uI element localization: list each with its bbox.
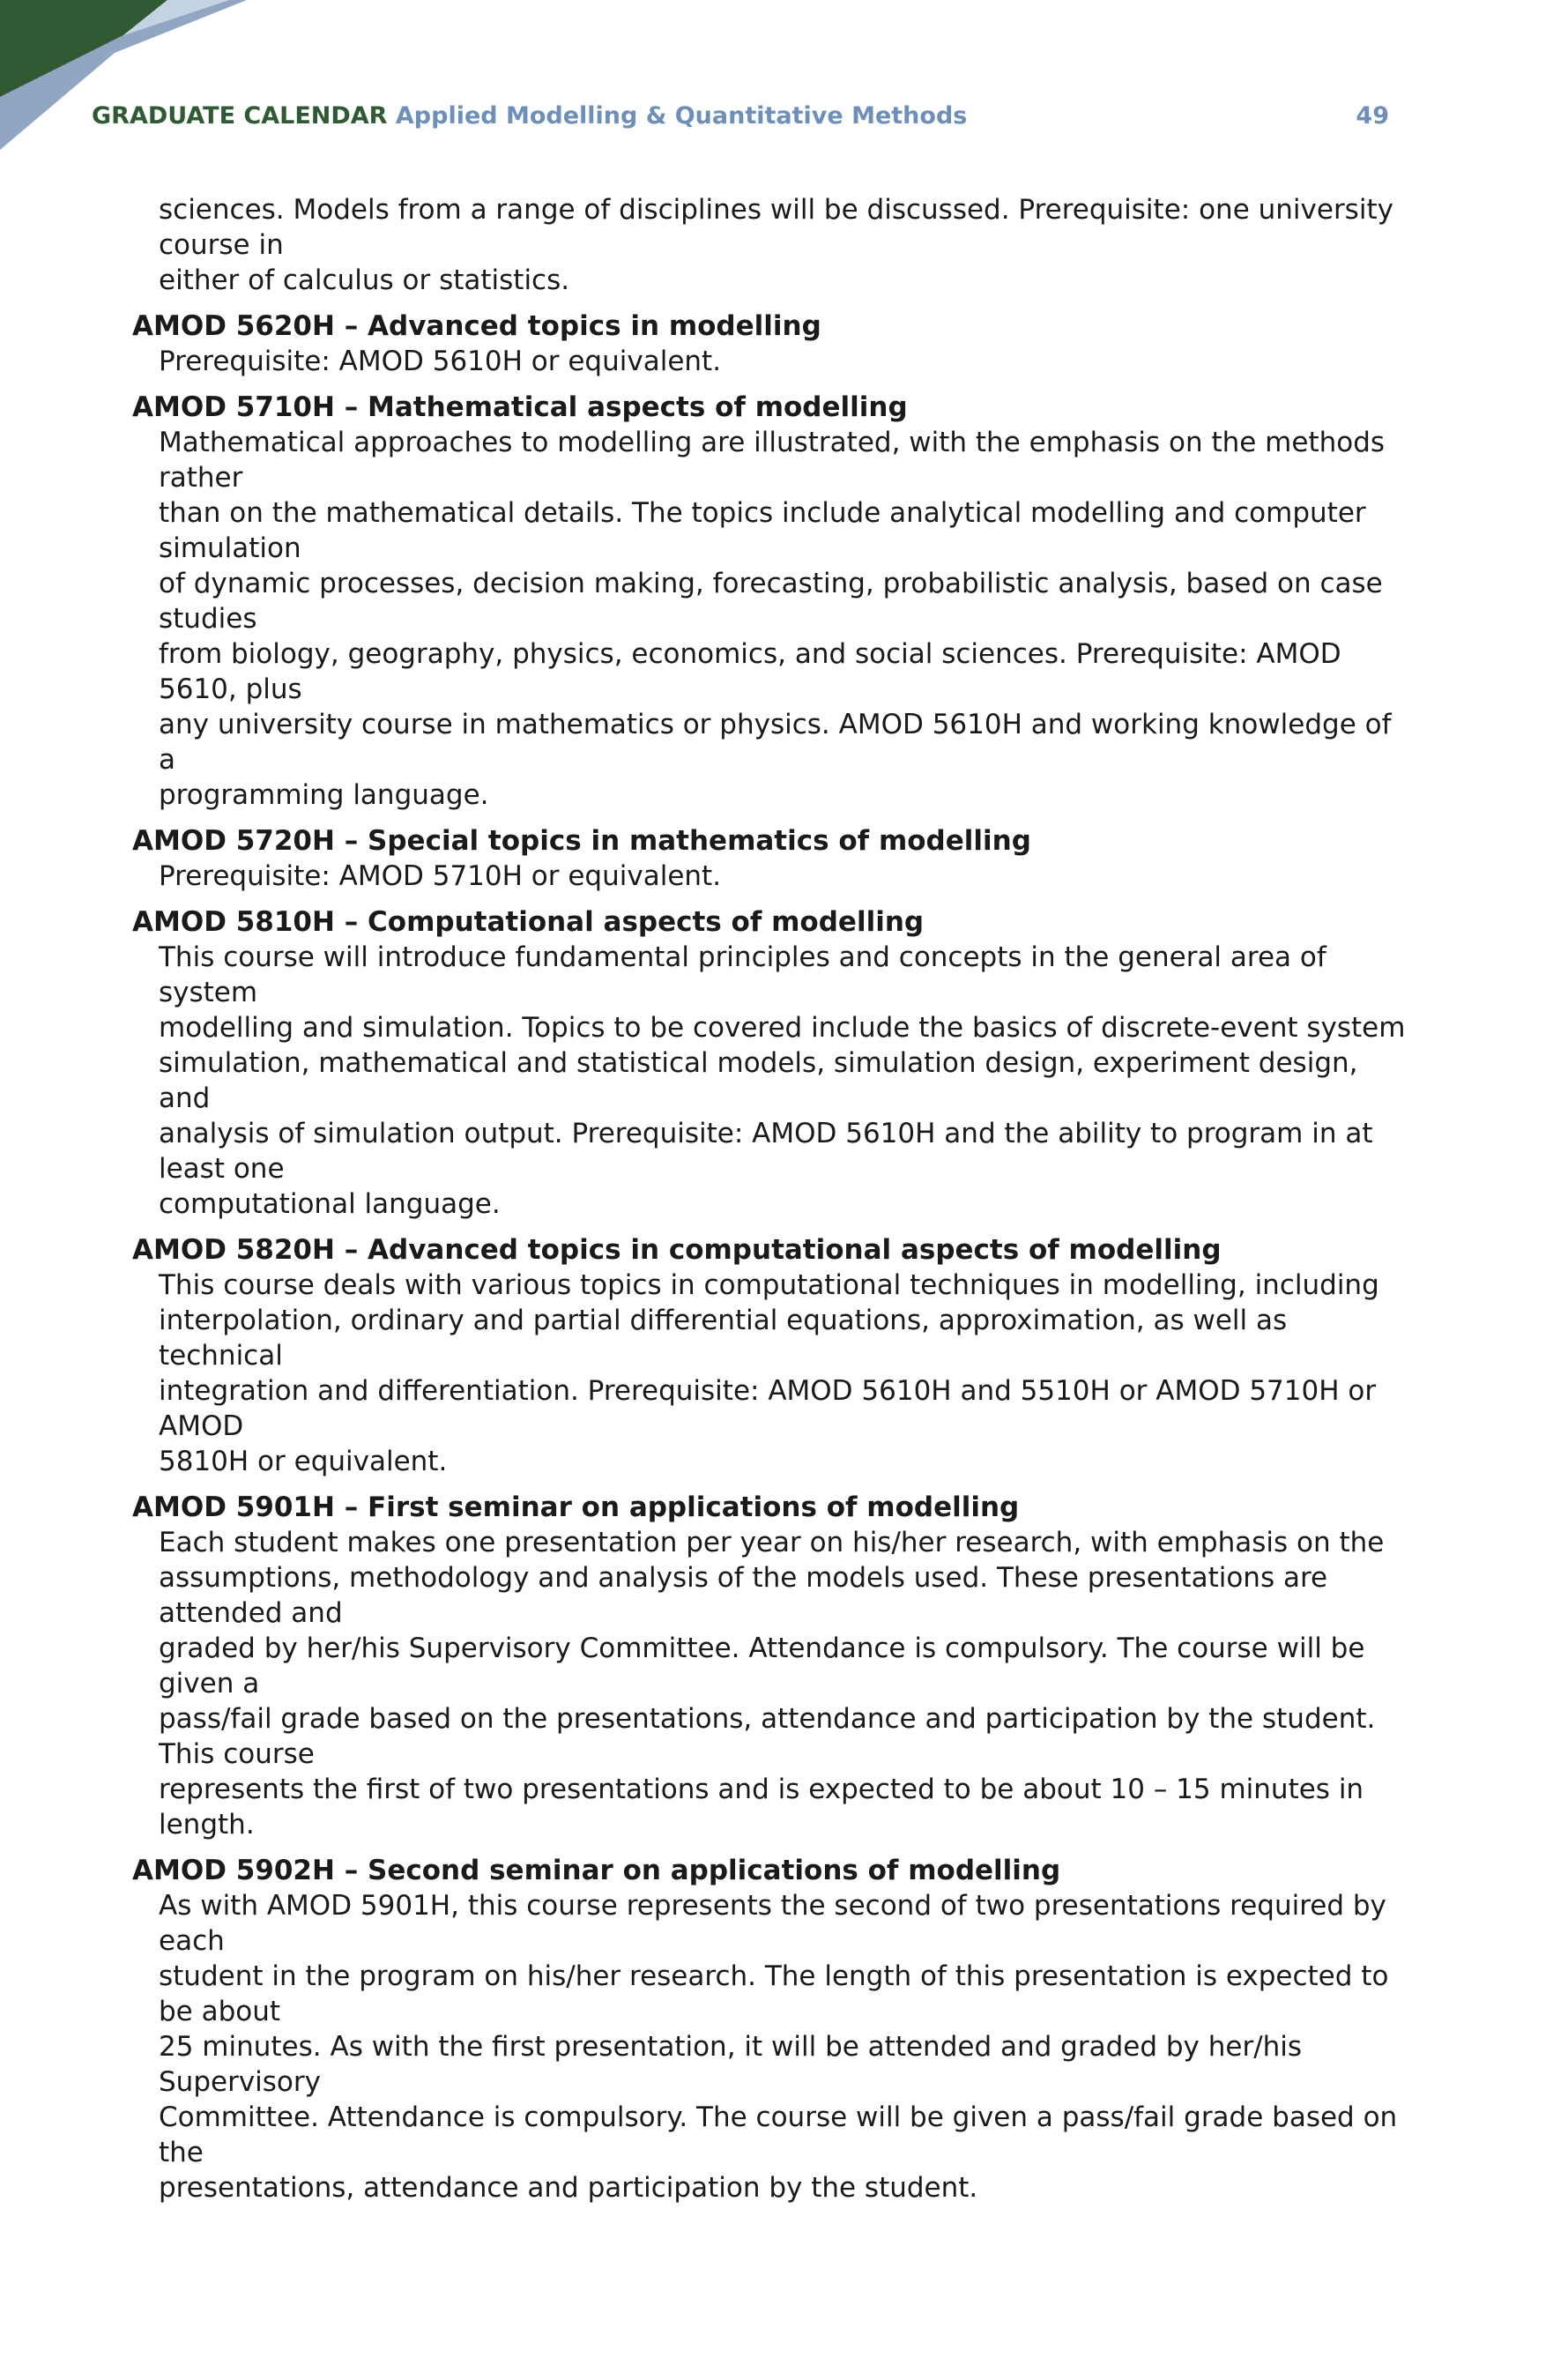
course-title: AMOD 5901H – First seminar on applications of modelling — [132, 1491, 1020, 1523]
course-entry-5710h — [132, 390, 1410, 813]
corner-green-shape — [0, 0, 167, 97]
course-title: AMOD 5810H – Computational aspects of modelling — [132, 906, 925, 938]
calendar-label: GRADUATE CALENDAR — [92, 102, 388, 130]
course-entry-5720h — [132, 823, 1410, 894]
course-entry-5620h — [132, 309, 1410, 379]
corner-decoration — [0, 0, 247, 159]
course-description: As with AMOD 5901H, this course represents the second of two presentations required by each student in the program on his/her research. The length of this presentation is expected to be about 25 minutes. As with the first presentation, it will be attended and graded by her/his Supervisory Committee. Attendance is compulsory. The course will be given a pass/fail grade based on the presentations, attendance and participation by the student. — [159, 1890, 1398, 2204]
course-title: AMOD 5902H – Second seminar on applications of modelling — [132, 1855, 1061, 1886]
course-description: This course deals with various topics in computational techniques in modelling, including interpolation, ordinary and partial differential equations, approximation, as well as technical integration and differentiation. Prerequisite: AMOD 5610H and 5510H or AMOD 5710H or AMOD 5810H or equivalent. — [159, 1269, 1379, 1477]
course-description: Prerequisite: AMOD 5710H or equivalent. — [159, 860, 722, 892]
page-header — [92, 99, 1389, 134]
course-title: AMOD 5620H – Advanced topics in modelling — [132, 310, 821, 342]
page-number: 49 — [1356, 102, 1389, 130]
course-title: AMOD 5720H – Special topics in mathematics of modelling — [132, 825, 1031, 857]
course-entry-5820h — [132, 1232, 1410, 1479]
course-entry-5902h — [132, 1853, 1410, 2205]
course-title: AMOD 5710H – Mathematical aspects of modelling — [132, 391, 908, 423]
intro-paragraph: sciences. Models from a range of disciplines will be discussed. Prerequisite: one university course in either of calculus or statistics. — [159, 194, 1393, 296]
course-title: AMOD 5820H – Advanced topics in computational aspects of modelling — [132, 1234, 1222, 1266]
course-description: Prerequisite: AMOD 5610H or equivalent. — [159, 346, 722, 377]
course-entry-5901h — [132, 1490, 1410, 1842]
course-description: Mathematical approaches to modelling are illustrated, with the emphasis on the methods rather than on the mathematical details. The topics include analytical modelling and computer simulation of dynamic processes, decision making, forecasting, probabilistic analysis, based on case studies from biology, geography, physics, economics, and social sciences. Prerequisite: AMOD 5610, plus any university course in mathematics or physics. AMOD 5610H and working knowledge of a programming language. — [159, 427, 1392, 811]
course-description: Each student makes one presentation per year on his/her research, with emphasis on the assumptions, methodology and analysis of the models used. These presentations are attended and graded by her/his Supervisory Committee. Attendance is compulsory. The course will be given a pass/fail grade based on the presentations, attendance and participation by the student. This course represents the first of two presentations and is expected to be about 10 – 15 minutes in length. — [159, 1527, 1385, 1841]
course-entry-5810h — [132, 904, 1410, 1222]
course-list — [132, 192, 1410, 2216]
section-title: Applied Modelling & Quantitative Methods — [395, 102, 968, 130]
course-description: This course will introduce fundamental principles and concepts in the general area of system modelling and simulation. Topics to be covered include the basics of discrete-event system simulation, mathematical and statistical models, simulation design, experiment design, and analysis of simulation output. Prerequisite: AMOD 5610H and the ability to program in at least one computational language. — [159, 941, 1406, 1220]
